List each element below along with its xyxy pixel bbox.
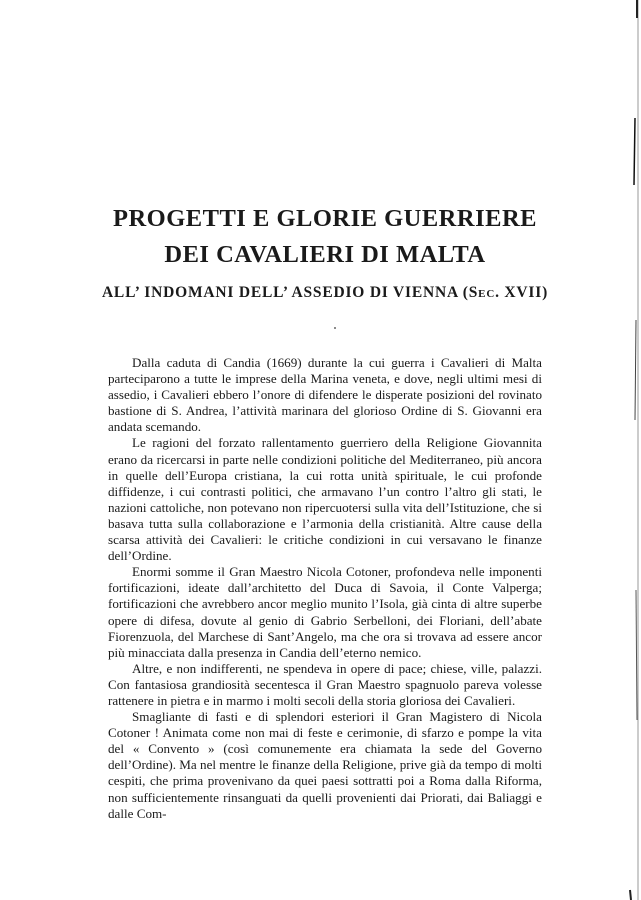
- subtitle-century: XVII): [499, 284, 549, 301]
- separator-dot: [334, 327, 336, 329]
- paragraph: Altre, e non indifferenti, ne spendeva in opere di pace; chiese, ville, palazzi. Con fantasiosa grandiosità secentesca il Gran Maestro spagnuolo pareva volesse rattenere in pietra e in marmo i molti secoli della storia gloriosa dei Cavalieri.: [108, 660, 542, 708]
- subtitle-main: ALL’ INDOMANI DELL’ ASSEDIO DI VIENNA (: [101, 284, 469, 301]
- title-line-1: PROGETTI E GLORIE GUERRIERE: [113, 205, 537, 232]
- article-body: [108, 355, 542, 822]
- paragraph: Smagliante di fasti e di splendori esteriori il Gran Magistero di Nicola Cotoner ! Animata come non mai di feste e cerimonie, di sfarzo e pompe la vita del « Convento » (così comunemente era chiamata la sede del Governo dell’Ordine). Ma nel mentre le finanze della Religione, prive già da tempo di molti cespiti, che prima provenivano da quei paesi sottratti poi a Roma dalla Riforma, non sufficientemente rinsanguati da quelli provenienti dai Priorati, dai Baliaggi e dalle Com-: [108, 709, 542, 821]
- page-edge-scan-artifact: [625, 0, 641, 900]
- paragraph: Dalla caduta di Candia (1669) durante la cui guerra i Cavalieri di Malta parteciparono a tutte le imprese della Marina veneta, e dove, negli ultimi mesi di assedio, i Cavalieri ebbero l’onore di difendere le disperate posizioni del rovinato bastione di S. Andrea, l’attività marinara del glorioso Ordine di S. Giovanni era andata scemando.: [108, 355, 542, 435]
- title-line-2: DEI CAVALIERI DI MALTA: [164, 241, 486, 268]
- paragraph: Le ragioni del forzato rallentamento guerriero della Religione Giovannita erano da ricercarsi in parte nelle condizioni politiche del Mediterraneo, più ancora in quelle dell’Europa cristiana, la cui rotta unità spirituale, le cui profonde diffidenze, i cui contrasti politici, che armavano l’un contro l’altro gli stati, le nazioni cattoliche, non potevano non ripercuotersi sulla vita dell’Istituzione, che si basava tutta sulla collaborazione e l’armonia della cristianità. Altre cause della scarsa attività dei Cavalieri: le critiche condizioni in cui versavano le finanze dell’Ordine.: [108, 435, 542, 564]
- subtitle: [60, 284, 590, 302]
- subtitle-century-abbrev: Sec.: [468, 284, 500, 301]
- paragraph: Enormi somme il Gran Maestro Nicola Cotoner, profondeva nelle imponenti fortificazioni, ideate dall’architetto del Duca di Savoia, il Conte Valperga; fortificazioni che avrebbero ancor meglio munito l’Isola, già cinta di altre superbe opere di difesa, dovute al genio di Gabrio Serbelloni, dei Floriani, dell’abate Fiorenzuola, del Marchese di Sant’Angelo, ma che ora si trovava ad essere ancor più minacciata dalla presenza in Candia dell’eterno nemico.: [108, 564, 542, 660]
